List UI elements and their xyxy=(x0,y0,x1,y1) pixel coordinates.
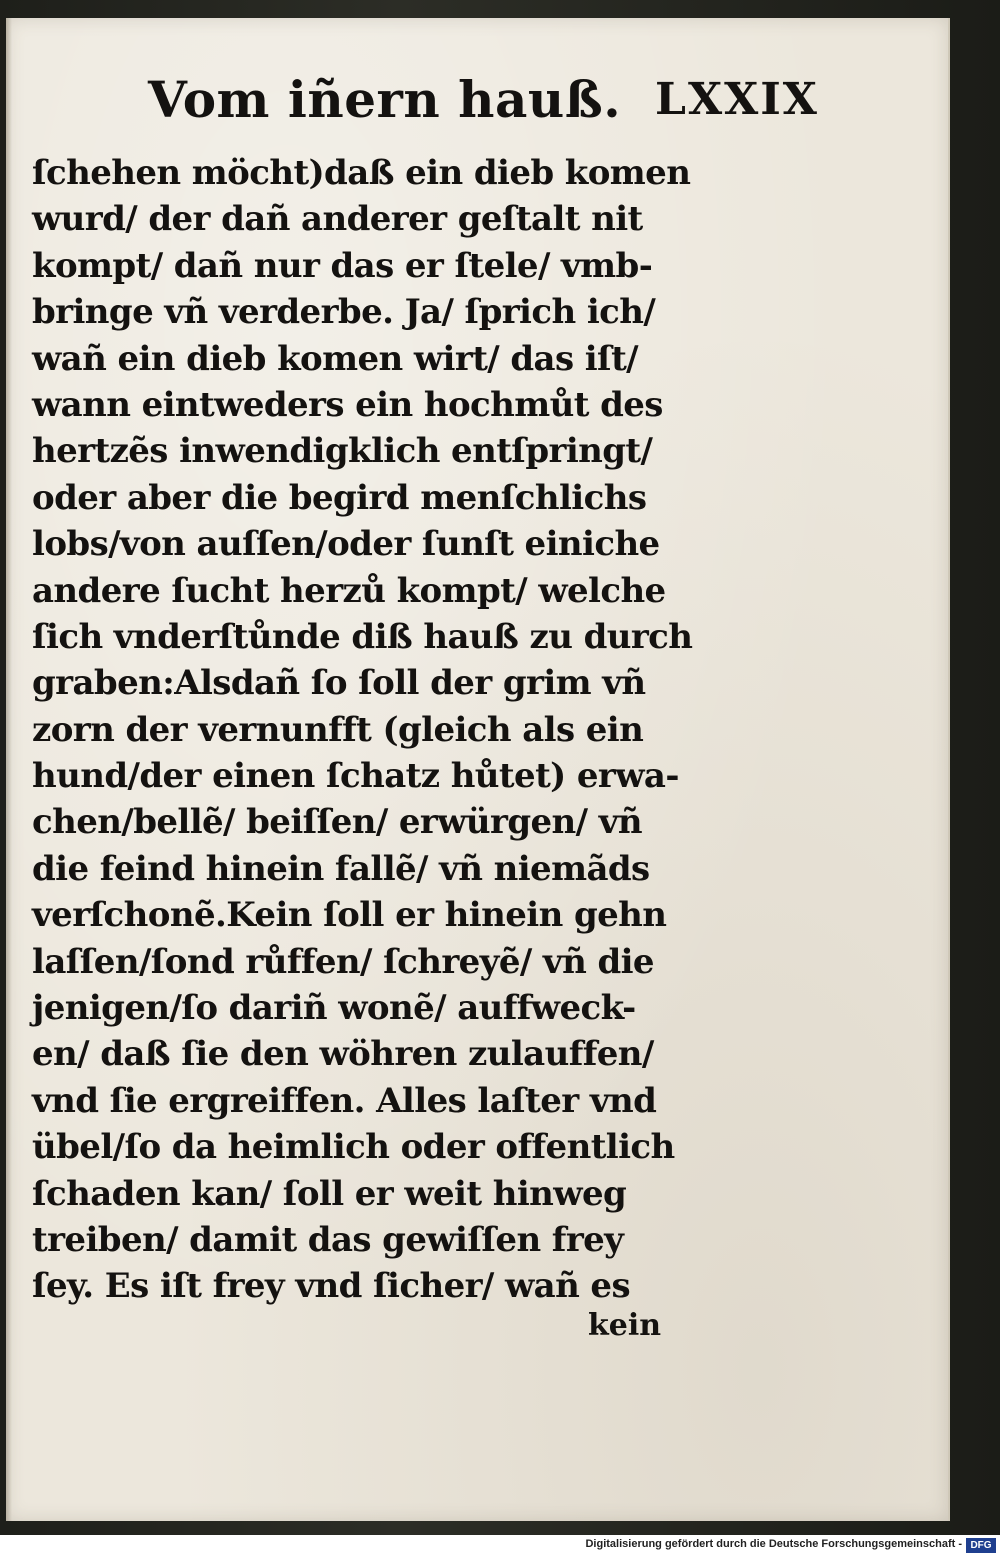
text-line: oder aber die begird menſchlichs xyxy=(32,477,647,518)
text-line: andere ſucht herzů kompt/ welche xyxy=(32,570,666,611)
catchword: kein xyxy=(588,1308,662,1343)
text-line: chen/bellẽ/ beiſſen/ erwürgen/ vñ xyxy=(32,802,642,843)
text-line: ſchaden kan/ ſoll er weit hinweg xyxy=(32,1173,627,1214)
text-block xyxy=(32,150,693,1310)
text-line: kompt/ dañ nur das er ſtele/ vmb- xyxy=(32,245,653,286)
text-line: laſſen/ſond růffen/ ſchreyẽ/ vñ die xyxy=(32,941,654,982)
text-line: zorn der vernunfft (gleich als ein xyxy=(32,709,644,750)
folio-number: LXXIX xyxy=(655,74,819,125)
text-line: treiben/ damit das gewiſſen frey xyxy=(32,1219,624,1260)
text-line: en/ daß ſie den wöhren zulauffen/ xyxy=(32,1034,654,1075)
text-line: hund/der einen ſchatz hůtet) erwa- xyxy=(32,756,679,797)
text-line: wurd/ der dañ anderer geſtalt nit xyxy=(32,199,643,240)
text-line: hertzẽs inwendigklich entſpringt/ xyxy=(32,431,653,472)
text-line: lobs/von auſſen/oder ſunſt einiche xyxy=(32,524,660,565)
funding-credit: Digitalisierung gefördert durch die Deutsche Forschungsgemeinschaft - xyxy=(585,1538,962,1550)
page-gutter-shadow xyxy=(6,18,12,1521)
text-line: ſey. Es iſt frey vnd ſicher/ wañ es xyxy=(32,1266,631,1307)
text-line: bringe vñ verderbe. Ja/ ſprich ich/ xyxy=(32,292,656,333)
text-line: verſchonẽ.Kein ſoll er hinein gehn xyxy=(32,895,667,936)
text-line: ſich vnderſtůnde diß hauß zu durch xyxy=(32,616,693,657)
dfg-logo: DFG xyxy=(966,1538,996,1553)
running-head: Vom iñern hauß. xyxy=(148,70,622,129)
text-line: ſchehen möcht)daß ein dieb komen xyxy=(32,153,691,193)
text-line: wann eintweders ein hochmůt des xyxy=(32,384,663,425)
text-line: jenigen/ſo dariñ wonẽ/ auffweck- xyxy=(32,988,636,1029)
text-line: vnd ſie ergreiffen. Alles laſter vnd xyxy=(32,1080,657,1121)
text-line: die feind hinein fallẽ/ vñ niemãds xyxy=(32,848,650,889)
text-line: übel/ſo da heimlich oder offentlich xyxy=(32,1127,675,1168)
text-line: wañ ein dieb komen wirt/ das iſt/ xyxy=(32,338,638,379)
text-line: graben:Alsdañ ſo ſoll der grim vñ xyxy=(32,663,646,704)
